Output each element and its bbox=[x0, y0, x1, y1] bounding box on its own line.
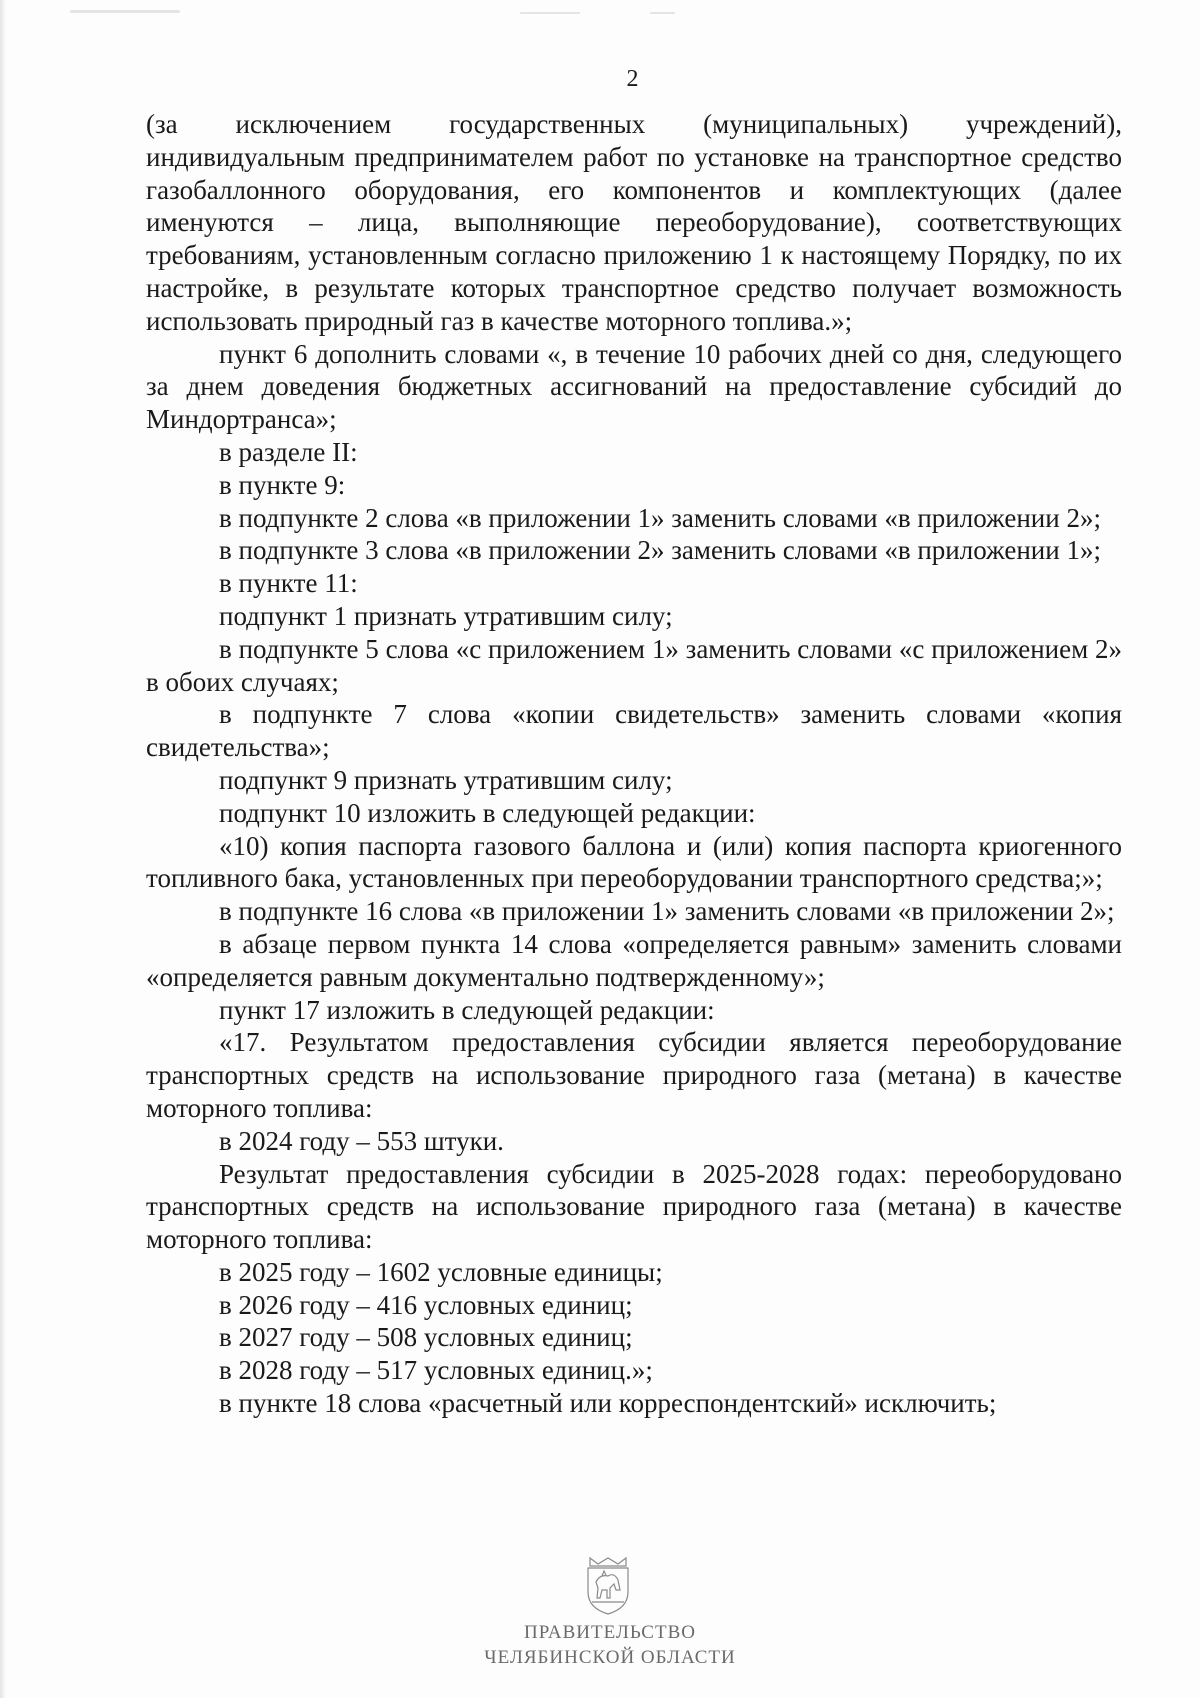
footer-organization-line2: ЧЕЛЯБИНСКОЙ ОБЛАСТИ bbox=[484, 1647, 736, 1668]
chelyabinsk-coat-of-arms-icon bbox=[580, 1554, 636, 1616]
paragraph: Результат предоставления субсидии в 2025-2028 годах: переоборудовано транспортных средств на использование природного газа (метана) в качестве моторного топлива: bbox=[146, 1158, 1122, 1255]
footer-organization-line1: ПРАВИТЕЛЬСТВО bbox=[524, 1622, 696, 1643]
paragraph: в пункте 11: bbox=[219, 568, 358, 599]
paragraph: подпункт 1 признать утратившим силу; bbox=[219, 600, 673, 631]
paragraph: в пункте 9: bbox=[219, 469, 346, 500]
scan-edge-shadow bbox=[0, 0, 6, 1698]
paragraph: в подпункте 2 слова «в приложении 1» заменить словами «в приложении 2»; bbox=[219, 502, 1101, 533]
paragraph: пункт 17 изложить в следующей редакции: bbox=[219, 994, 715, 1025]
scan-artifact bbox=[650, 12, 675, 14]
paragraph: (за исключением государственных (муниципальных) учреждений), индивидуальным предпринимателем работ по установке на транспортное средство газобаллонного оборудования, его компонентов и комплектующих (далее именуются – лица, выполняющие переоборудование), соответствующих требованиям, установленным согласно приложению 1 к настоящему Порядку, по их настройке, в результате которых транспортное средство получает возможность использовать природный газ в качестве моторного топлива.»; bbox=[146, 109, 1122, 336]
paragraph: в подпункте 7 слова «копии свидетельств» заменить словами «копия свидетельства»; bbox=[146, 699, 1122, 763]
paragraph: в 2025 году – 1602 условные единицы; bbox=[219, 1256, 663, 1287]
paragraph: в подпункте 16 слова «в приложении 1» заменить словами «в приложении 2»; bbox=[219, 896, 1115, 927]
paragraph: в 2027 году – 508 условных единиц; bbox=[219, 1322, 633, 1353]
scan-artifact bbox=[70, 10, 180, 13]
paragraph: подпункт 9 признать утратившим силу; bbox=[219, 764, 673, 795]
paragraph: в 2028 году – 517 условных единиц.»; bbox=[219, 1355, 653, 1386]
document-body bbox=[146, 108, 1122, 1420]
page-number: 2 bbox=[626, 66, 639, 92]
paragraph: в разделе II: bbox=[219, 436, 358, 467]
paragraph: в абзаце первом пункта 14 слова «определяется равным» заменить словами «определяется равным документально подтвержденному»; bbox=[146, 928, 1122, 992]
paragraph: «17. Результатом предоставления субсидии является переоборудование транспортных средств на использование природного газа (метана) в качестве моторного топлива: bbox=[146, 1027, 1122, 1123]
paragraph: «10) копия паспорта газового баллона и (или) копия паспорта криогенного топливного бака, установленных при переоборудовании транспортного средства;»; bbox=[146, 830, 1122, 894]
paragraph: в 2024 году – 553 штуки. bbox=[219, 1125, 504, 1156]
scan-artifact bbox=[520, 12, 580, 14]
paragraph: подпункт 10 изложить в следующей редакции: bbox=[219, 797, 756, 828]
paragraph: в подпункте 5 слова «с приложением 1» заменить словами «с приложением 2» в обоих случаях; bbox=[146, 633, 1122, 697]
paragraph: пункт 6 дополнить словами «, в течение 10 рабочих дней со дня, следующего за днем доведения бюджетных ассигнований на предоставление субсидий до Миндортранса»; bbox=[146, 338, 1122, 435]
paragraph: в пункте 18 слова «расчетный или корреспондентский» исключить; bbox=[219, 1388, 997, 1419]
paragraph: в подпункте 3 слова «в приложении 2» заменить словами «в приложении 1»; bbox=[219, 535, 1101, 566]
paragraph: в 2026 году – 416 условных единиц; bbox=[219, 1289, 633, 1320]
